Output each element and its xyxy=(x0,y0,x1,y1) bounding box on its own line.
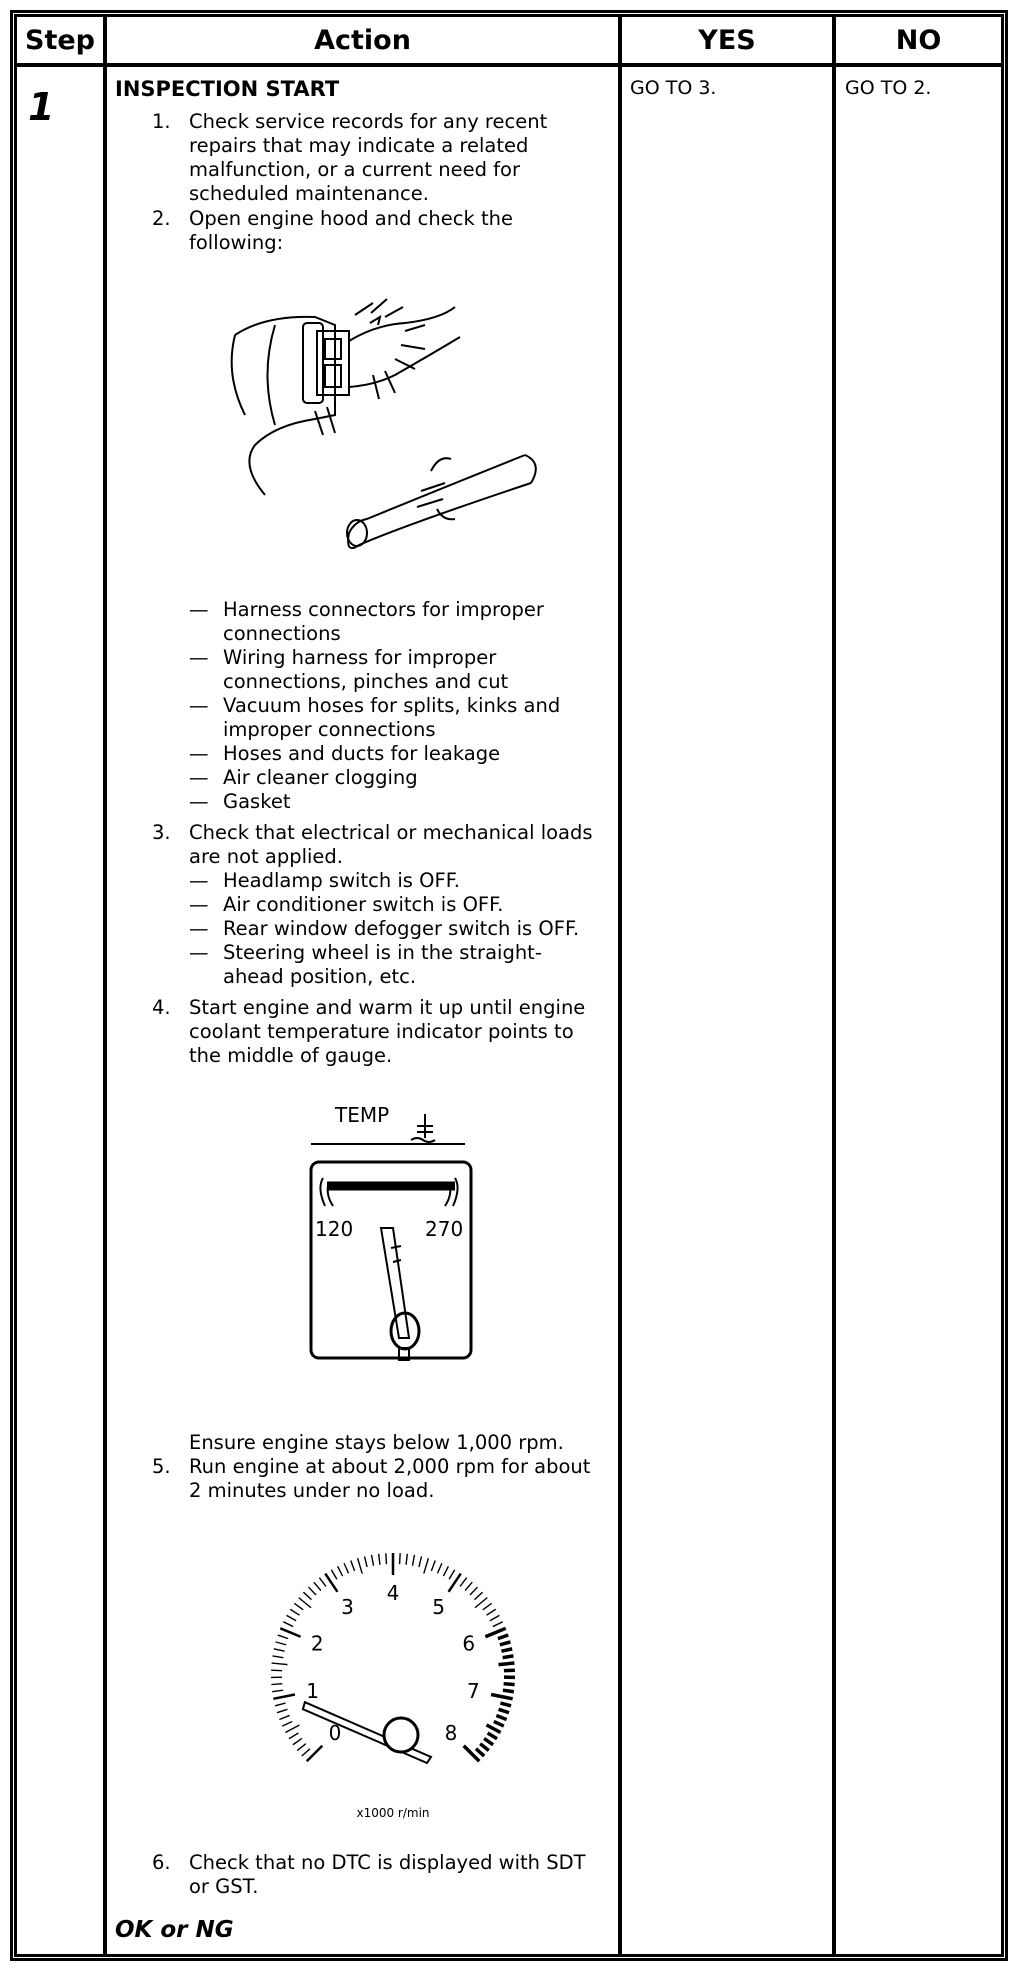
dash-marker: — xyxy=(189,941,209,964)
tach-tick xyxy=(419,1556,422,1567)
step-item-1 xyxy=(152,110,548,206)
tach-label: 2 xyxy=(310,1631,324,1656)
tach-tick xyxy=(276,1642,287,1645)
harness-hose-illustration xyxy=(225,295,555,565)
check-text-line: Hoses and ducts for leakage xyxy=(223,742,501,765)
tach-tick xyxy=(486,1725,500,1733)
step-item-4 xyxy=(152,996,586,1068)
item-number: 6. xyxy=(152,1851,171,1874)
tach-tick xyxy=(490,1615,500,1620)
step-cell xyxy=(14,64,106,1957)
gauge-min-label: 120 xyxy=(315,1217,354,1241)
header-yes xyxy=(619,14,835,66)
header-action xyxy=(104,14,621,66)
tach-label: 4 xyxy=(386,1581,400,1605)
no-result: GO TO 2. xyxy=(845,77,932,99)
tach-tick xyxy=(504,1684,515,1685)
tach-unit-label: x1000 r/min xyxy=(356,1806,430,1820)
check-text-line: Wiring harness for improper xyxy=(223,646,497,669)
tach-tick xyxy=(278,1635,288,1639)
tach-tick xyxy=(499,1709,509,1712)
dash-marker: — xyxy=(189,646,209,669)
tach-tick xyxy=(500,1642,511,1645)
dash-marker: — xyxy=(189,598,209,621)
item-text-line: Open engine hood and check the xyxy=(189,207,513,230)
tach-tick xyxy=(498,1635,508,1639)
item-text-line: scheduled maintenance. xyxy=(189,182,429,205)
tach-tick xyxy=(279,1715,289,1719)
note-rpm: Ensure engine stays below 1,000 rpm. xyxy=(189,1431,564,1454)
tach-tick xyxy=(273,1695,295,1699)
check-text-line: Rear window defogger switch is OFF. xyxy=(223,917,580,940)
yes-cell xyxy=(619,64,835,1957)
step-item-2 xyxy=(152,207,513,255)
dash-marker: — xyxy=(189,917,209,940)
tach-tick xyxy=(344,1563,348,1573)
tach-tick xyxy=(285,1725,299,1733)
tach-tick xyxy=(272,1663,288,1665)
item-text-line: Check that electrical or mechanical loads xyxy=(189,821,593,844)
tach-label: 6 xyxy=(462,1631,476,1656)
dash-marker: — xyxy=(189,869,209,892)
item-number: 1. xyxy=(152,110,171,133)
tach-tick xyxy=(431,1561,435,1571)
check-air-cleaner xyxy=(189,766,418,790)
tach-tick xyxy=(271,1684,282,1685)
dash-marker: — xyxy=(189,694,209,717)
header-step-label: Step xyxy=(25,24,95,56)
no-cell xyxy=(833,64,1004,1957)
tach-tick xyxy=(283,1622,293,1627)
item-text-line: Run engine at about 2,000 rpm for about xyxy=(189,1455,591,1478)
tach-tick xyxy=(424,1558,429,1573)
item-text-line: repairs that may indicate a related xyxy=(189,134,529,157)
tach-tick xyxy=(319,1578,326,1587)
action-title: INSPECTION START xyxy=(115,77,340,101)
tach-tick xyxy=(293,1738,302,1744)
tach-hub xyxy=(384,1718,418,1752)
item-text-line: malfunction, or a current need for xyxy=(189,158,520,181)
tach-tick xyxy=(277,1709,287,1712)
header-no-label: NO xyxy=(895,24,942,56)
dash-marker: — xyxy=(189,893,209,916)
tach-tick xyxy=(299,1598,311,1608)
header-yes-label: YES xyxy=(698,24,756,56)
tach-tick xyxy=(483,1603,492,1609)
tach-tick xyxy=(280,1628,300,1636)
item-number: 4. xyxy=(152,996,171,1019)
tach-tick xyxy=(294,1603,303,1609)
item-text-line: coolant temperature indicator points to xyxy=(189,1020,574,1043)
tach-tick xyxy=(297,1744,306,1751)
gauge-max-label: 270 xyxy=(425,1217,464,1241)
tach-tick xyxy=(491,1695,513,1699)
tach-tick xyxy=(475,1592,483,1599)
tach-tick xyxy=(488,1733,497,1739)
tach-tick xyxy=(307,1746,323,1762)
check-text-line: Air conditioner switch is OFF. xyxy=(223,893,504,916)
check-text-line: connections xyxy=(223,622,341,645)
tach-tick xyxy=(358,1558,363,1573)
check-vacuum-hoses xyxy=(189,694,561,742)
tach-tick xyxy=(400,1553,401,1564)
tach-tick xyxy=(475,1598,487,1608)
tach-label: 1 xyxy=(306,1678,319,1703)
item-text-line: Check that no DTC is displayed with SDT xyxy=(189,1851,586,1874)
tach-label: 5 xyxy=(432,1594,445,1619)
tachometer-illustration xyxy=(262,1545,524,1825)
check-rear-defogger xyxy=(189,917,580,941)
tach-tick xyxy=(379,1554,380,1565)
tach-tick xyxy=(437,1563,441,1573)
check-text-line: ahead position, etc. xyxy=(223,965,417,988)
item-number: 5. xyxy=(152,1455,171,1478)
tach-tick xyxy=(290,1609,299,1615)
ok-or-ng-result: OK or NG xyxy=(115,1917,234,1943)
tach-tick xyxy=(501,1649,512,1651)
tach-tick xyxy=(449,1570,455,1579)
tach-tick xyxy=(443,1566,448,1576)
coolant-temp-gauge-illustration xyxy=(305,1098,477,1363)
check-wiring-harness xyxy=(189,646,509,694)
tach-tick xyxy=(331,1570,337,1579)
tach-label: 3 xyxy=(341,1594,354,1619)
tach-label: 7 xyxy=(467,1678,480,1703)
tach-tick xyxy=(372,1555,374,1566)
tach-tick xyxy=(314,1582,321,1590)
item-number: 3. xyxy=(152,821,171,844)
tach-tick xyxy=(338,1566,343,1576)
tach-tick xyxy=(365,1556,368,1567)
check-hoses-ducts xyxy=(189,742,501,766)
item-number: 2. xyxy=(152,207,171,230)
tach-tick xyxy=(274,1649,285,1651)
tach-tick xyxy=(470,1587,478,1595)
tach-tick xyxy=(494,1721,504,1726)
check-text-line: Steering wheel is in the straight- xyxy=(223,941,542,964)
check-steering-wheel xyxy=(189,941,542,989)
check-text-line: improper connections xyxy=(223,718,436,741)
tach-tick xyxy=(493,1622,503,1627)
dash-marker: — xyxy=(189,742,209,765)
tach-tick xyxy=(386,1553,387,1564)
step-number: 1 xyxy=(28,85,55,129)
check-harness-connectors xyxy=(189,598,544,646)
item-text-line: following: xyxy=(189,231,284,254)
dash-marker: — xyxy=(189,766,209,789)
tach-tick xyxy=(476,1749,484,1756)
item-text-line: Start engine and warm it up until engine xyxy=(189,996,586,1019)
tach-tick xyxy=(486,1609,495,1615)
header-action-label: Action xyxy=(314,24,411,56)
tach-tick xyxy=(498,1663,514,1665)
tach-tick xyxy=(275,1703,286,1706)
tach-tick xyxy=(465,1582,472,1590)
check-text-line: Gasket xyxy=(223,790,291,813)
item-text-line: Check service records for any recent xyxy=(189,110,548,133)
step-item-6 xyxy=(152,1851,586,1899)
check-air-conditioner xyxy=(189,893,504,917)
check-text-line: connections, pinches and cut xyxy=(223,670,509,693)
item-text-line: 2 minutes under no load. xyxy=(189,1479,435,1502)
tach-tick xyxy=(272,1690,283,1692)
header-step xyxy=(14,14,106,66)
tach-tick xyxy=(351,1561,355,1571)
tach-tick xyxy=(308,1587,316,1595)
check-text-line: Air cleaner clogging xyxy=(223,766,418,789)
step-item-5 xyxy=(152,1455,591,1503)
check-text-line: Headlamp switch is OFF. xyxy=(223,869,460,892)
tach-tick xyxy=(289,1733,298,1739)
yes-result: GO TO 3. xyxy=(630,77,717,99)
check-headlamp xyxy=(189,869,460,893)
item-text-line: the middle of gauge. xyxy=(189,1044,393,1067)
check-gasket xyxy=(189,790,291,814)
tach-tick xyxy=(503,1656,514,1658)
tach-tick xyxy=(273,1656,284,1658)
tach-label: 0 xyxy=(328,1720,342,1745)
tach-tick xyxy=(406,1554,407,1565)
gauge-label: TEMP xyxy=(335,1103,390,1127)
item-text-line: or GST. xyxy=(189,1875,259,1898)
tach-tick xyxy=(480,1744,489,1751)
header-no xyxy=(833,14,1004,66)
tach-tick xyxy=(302,1749,310,1756)
check-text-line: Harness connectors for improper xyxy=(223,598,544,621)
tach-label: 8 xyxy=(444,1720,458,1745)
tach-tick xyxy=(303,1592,311,1599)
step-item-3 xyxy=(152,821,593,869)
check-text-line: Vacuum hoses for splits, kinks and xyxy=(223,694,561,717)
tach-tick xyxy=(413,1555,415,1566)
tach-tick xyxy=(460,1578,467,1587)
tach-tick xyxy=(484,1738,493,1744)
tach-tick xyxy=(282,1721,292,1726)
dash-marker: — xyxy=(189,790,209,813)
tach-tick xyxy=(496,1715,506,1719)
tach-tick xyxy=(500,1703,511,1706)
tach-tick xyxy=(503,1690,514,1692)
item-text-line: are not applied. xyxy=(189,845,343,868)
tach-tick xyxy=(287,1615,297,1620)
